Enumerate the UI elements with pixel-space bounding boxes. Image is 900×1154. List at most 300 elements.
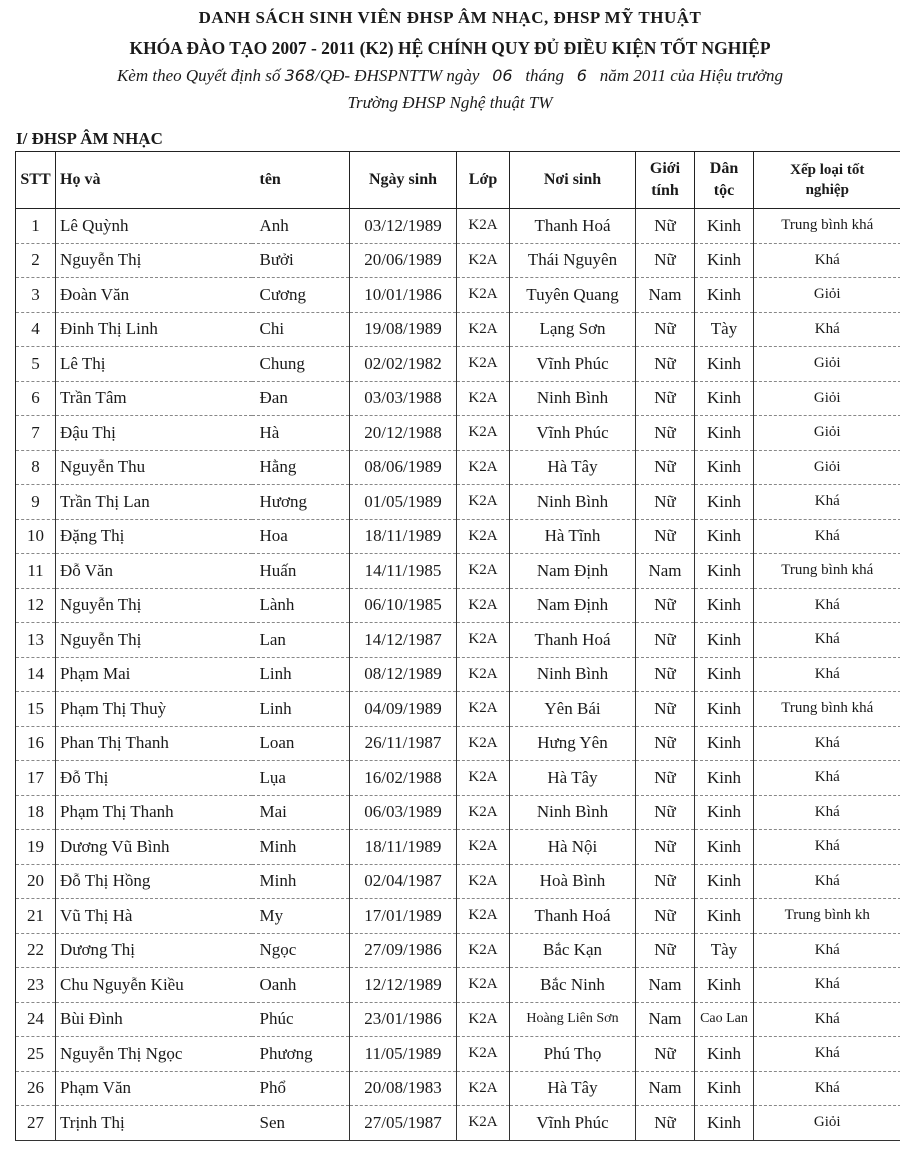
cell-xep-loai: Khá xyxy=(754,933,900,968)
table-row xyxy=(16,968,900,1003)
decision-number: 368 xyxy=(284,66,316,85)
cell-ho: Nguyễn Thị xyxy=(56,588,252,623)
cell-gioi-tinh: Nam xyxy=(636,1002,695,1037)
table-row xyxy=(16,1106,900,1141)
cell-dan-toc: Kinh xyxy=(695,554,754,589)
cell-lop: K2A xyxy=(457,416,510,451)
table-row xyxy=(16,347,900,382)
cell-dan-toc: Kinh xyxy=(695,416,754,451)
cell-ngay-sinh: 04/09/1989 xyxy=(350,692,457,727)
cell-ten: My xyxy=(252,899,350,934)
cell-gioi-tinh: Nữ xyxy=(636,864,695,899)
cell-dan-toc: Kinh xyxy=(695,657,754,692)
cell-ngay-sinh: 14/11/1985 xyxy=(350,554,457,589)
cell-lop: K2A xyxy=(457,968,510,1003)
cell-gioi-tinh: Nữ xyxy=(636,623,695,658)
header-lop: Lớp xyxy=(457,152,510,209)
cell-gioi-tinh: Nữ xyxy=(636,485,695,520)
cell-ngay-sinh: 14/12/1987 xyxy=(350,623,457,658)
cell-gioi-tinh: Nữ xyxy=(636,795,695,830)
student-table xyxy=(15,151,900,1141)
cell-lop: K2A xyxy=(457,830,510,865)
cell-gioi-tinh: Nữ xyxy=(636,1106,695,1141)
decision-reference xyxy=(0,66,900,86)
cell-dan-toc: Kinh xyxy=(695,485,754,520)
table-row xyxy=(16,312,900,347)
cell-dan-toc: Kinh xyxy=(695,588,754,623)
cell-lop: K2A xyxy=(457,1037,510,1072)
cell-xep-loai: Khá xyxy=(754,795,900,830)
header-xep-loai-line1: Xếp loại tốt xyxy=(790,161,865,178)
cell-ho: Trần Tâm xyxy=(56,381,252,416)
cell-ho: Đậu Thị xyxy=(56,416,252,451)
cell-ngay-sinh: 03/03/1988 xyxy=(350,381,457,416)
header-gioi-tinh xyxy=(636,152,695,209)
cell-gioi-tinh: Nam xyxy=(636,554,695,589)
cell-noi-sinh: Hà Tây xyxy=(510,450,636,485)
header-gioi-tinh-line1: Giới xyxy=(649,160,681,178)
cell-stt: 5 xyxy=(16,347,56,382)
cell-dan-toc: Kinh xyxy=(695,450,754,485)
cell-noi-sinh: Vĩnh Phúc xyxy=(510,347,636,382)
cell-ho: Nguyễn Thị xyxy=(56,243,252,278)
table-row xyxy=(16,381,900,416)
cell-dan-toc: Tày xyxy=(695,933,754,968)
cell-lop: K2A xyxy=(457,485,510,520)
cell-ten: Hương xyxy=(252,485,350,520)
cell-xep-loai: Khá xyxy=(754,485,900,520)
cell-dan-toc: Kinh xyxy=(695,899,754,934)
cell-gioi-tinh: Nữ xyxy=(636,209,695,244)
cell-lop: K2A xyxy=(457,795,510,830)
cell-ten: Minh xyxy=(252,864,350,899)
cell-ten: Đan xyxy=(252,381,350,416)
cell-xep-loai: Trung bình kh xyxy=(754,899,900,934)
cell-noi-sinh: Lạng Sơn xyxy=(510,312,636,347)
cell-ho: Đặng Thị xyxy=(56,519,252,554)
cell-xep-loai: Khá xyxy=(754,312,900,347)
cell-ngay-sinh: 18/11/1989 xyxy=(350,519,457,554)
cell-stt: 25 xyxy=(16,1037,56,1072)
cell-ho: Trần Thị Lan xyxy=(56,485,252,520)
cell-xep-loai: Khá xyxy=(754,968,900,1003)
cell-lop: K2A xyxy=(457,1071,510,1106)
cell-xep-loai: Trung bình khá xyxy=(754,209,900,244)
table-row xyxy=(16,795,900,830)
cell-gioi-tinh: Nam xyxy=(636,278,695,313)
cell-gioi-tinh: Nữ xyxy=(636,899,695,934)
cell-dan-toc: Kinh xyxy=(695,726,754,761)
cell-xep-loai: Khá xyxy=(754,726,900,761)
table-header-row xyxy=(16,152,900,209)
decision-text-c: tháng xyxy=(525,66,565,85)
cell-ten: Cương xyxy=(252,278,350,313)
table-row xyxy=(16,1037,900,1072)
cell-lop: K2A xyxy=(457,278,510,313)
table-row xyxy=(16,933,900,968)
cell-stt: 19 xyxy=(16,830,56,865)
cell-stt: 22 xyxy=(16,933,56,968)
cell-noi-sinh: Hoà Bình xyxy=(510,864,636,899)
table-row xyxy=(16,588,900,623)
table-row xyxy=(16,1071,900,1106)
cell-lop: K2A xyxy=(457,312,510,347)
table-row xyxy=(16,416,900,451)
cell-ho: Dương Thị xyxy=(56,933,252,968)
cell-xep-loai: Khá xyxy=(754,864,900,899)
table-row xyxy=(16,899,900,934)
cell-noi-sinh: Hà Tây xyxy=(510,761,636,796)
cell-gioi-tinh: Nữ xyxy=(636,726,695,761)
cell-noi-sinh: Vĩnh Phúc xyxy=(510,1106,636,1141)
cell-lop: K2A xyxy=(457,1106,510,1141)
cell-ten: Lụa xyxy=(252,761,350,796)
cell-lop: K2A xyxy=(457,623,510,658)
cell-ngay-sinh: 19/08/1989 xyxy=(350,312,457,347)
cell-noi-sinh: Thanh Hoá xyxy=(510,899,636,934)
cell-ho: Phạm Văn xyxy=(56,1071,252,1106)
cell-noi-sinh: Hà Tây xyxy=(510,1071,636,1106)
cell-ten: Phương xyxy=(252,1037,350,1072)
table-row xyxy=(16,450,900,485)
cell-noi-sinh: Vĩnh Phúc xyxy=(510,416,636,451)
cell-xep-loai: Khá xyxy=(754,657,900,692)
cell-ngay-sinh: 17/01/1989 xyxy=(350,899,457,934)
cell-ho: Nguyễn Thu xyxy=(56,450,252,485)
cell-ngay-sinh: 27/05/1987 xyxy=(350,1106,457,1141)
cell-ten: Mai xyxy=(252,795,350,830)
cell-stt: 15 xyxy=(16,692,56,727)
cell-ten: Loan xyxy=(252,726,350,761)
cell-ten: Hà xyxy=(252,416,350,451)
cell-dan-toc: Kinh xyxy=(695,795,754,830)
cell-xep-loai: Giỏi xyxy=(754,450,900,485)
cell-ten: Phổ xyxy=(252,1071,350,1106)
cell-gioi-tinh: Nam xyxy=(636,968,695,1003)
cell-noi-sinh: Hà Nội xyxy=(510,830,636,865)
cell-dan-toc: Kinh xyxy=(695,761,754,796)
cell-ho: Nguyễn Thị xyxy=(56,623,252,658)
table-row xyxy=(16,519,900,554)
table-row xyxy=(16,1002,900,1037)
cell-ho: Đinh Thị Linh xyxy=(56,312,252,347)
cell-noi-sinh: Tuyên Quang xyxy=(510,278,636,313)
cell-stt: 12 xyxy=(16,588,56,623)
cell-stt: 11 xyxy=(16,554,56,589)
cell-ho: Phan Thị Thanh xyxy=(56,726,252,761)
cell-noi-sinh: Hà Tĩnh xyxy=(510,519,636,554)
cell-noi-sinh: Ninh Bình xyxy=(510,657,636,692)
cell-gioi-tinh: Nữ xyxy=(636,588,695,623)
cell-stt: 8 xyxy=(16,450,56,485)
cell-ngay-sinh: 06/03/1989 xyxy=(350,795,457,830)
cell-ngay-sinh: 18/11/1989 xyxy=(350,830,457,865)
cell-lop: K2A xyxy=(457,209,510,244)
cell-dan-toc: Tày xyxy=(695,312,754,347)
decision-text-b: /QĐ- ĐHSPNTTW ngày xyxy=(315,66,480,85)
cell-gioi-tinh: Nữ xyxy=(636,347,695,382)
cell-xep-loai: Khá xyxy=(754,243,900,278)
cell-dan-toc: Kinh xyxy=(695,381,754,416)
school-name: Trường ĐHSP Nghệ thuật TW xyxy=(347,93,553,112)
cell-stt: 9 xyxy=(16,485,56,520)
table-row xyxy=(16,761,900,796)
table-body xyxy=(16,209,900,1141)
cell-stt: 1 xyxy=(16,209,56,244)
cell-dan-toc: Kinh xyxy=(695,1106,754,1141)
cell-ten: Hoa xyxy=(252,519,350,554)
cell-xep-loai: Khá xyxy=(754,761,900,796)
cell-xep-loai: Giỏi xyxy=(754,381,900,416)
cell-noi-sinh: Phú Thọ xyxy=(510,1037,636,1072)
cell-lop: K2A xyxy=(457,347,510,382)
cell-ho: Bùi Đình xyxy=(56,1002,252,1037)
cell-dan-toc: Kinh xyxy=(695,209,754,244)
table-row xyxy=(16,657,900,692)
decision-month: 6 xyxy=(576,66,587,85)
cell-dan-toc: Cao Lan xyxy=(695,1002,754,1037)
cell-noi-sinh: Thanh Hoá xyxy=(510,623,636,658)
cell-ngay-sinh: 01/05/1989 xyxy=(350,485,457,520)
table-row xyxy=(16,864,900,899)
cell-ngay-sinh: 11/05/1989 xyxy=(350,1037,457,1072)
table-row xyxy=(16,554,900,589)
cell-gioi-tinh: Nữ xyxy=(636,381,695,416)
cell-ngay-sinh: 20/08/1983 xyxy=(350,1071,457,1106)
document-subtitle: KHÓA ĐÀO TẠO 2007 - 2011 (K2) HỆ CHÍNH QUY ĐỦ ĐIỀU KIỆN TỐT NGHIỆP xyxy=(129,38,771,58)
cell-dan-toc: Kinh xyxy=(695,1037,754,1072)
cell-noi-sinh: Bắc Kạn xyxy=(510,933,636,968)
cell-ngay-sinh: 02/02/1982 xyxy=(350,347,457,382)
cell-ten: Huấn xyxy=(252,554,350,589)
header-stt: STT xyxy=(16,152,56,209)
cell-xep-loai: Giỏi xyxy=(754,347,900,382)
cell-ngay-sinh: 03/12/1989 xyxy=(350,209,457,244)
cell-lop: K2A xyxy=(457,899,510,934)
decision-text-a: Kèm theo Quyết định số xyxy=(116,66,281,85)
cell-dan-toc: Kinh xyxy=(695,347,754,382)
cell-xep-loai: Khá xyxy=(754,588,900,623)
cell-stt: 21 xyxy=(16,899,56,934)
cell-ngay-sinh: 12/12/1989 xyxy=(350,968,457,1003)
cell-ngay-sinh: 08/06/1989 xyxy=(350,450,457,485)
cell-stt: 18 xyxy=(16,795,56,830)
cell-ten: Anh xyxy=(252,209,350,244)
cell-dan-toc: Kinh xyxy=(695,830,754,865)
cell-ten: Ngọc xyxy=(252,933,350,968)
cell-noi-sinh: Hưng Yên xyxy=(510,726,636,761)
cell-stt: 13 xyxy=(16,623,56,658)
cell-lop: K2A xyxy=(457,450,510,485)
header-dan-toc-line2: tộc xyxy=(713,182,735,199)
cell-ngay-sinh: 02/04/1987 xyxy=(350,864,457,899)
cell-gioi-tinh: Nữ xyxy=(636,830,695,865)
cell-stt: 27 xyxy=(16,1106,56,1141)
decision-day: 06 xyxy=(492,66,513,85)
cell-noi-sinh: Ninh Bình xyxy=(510,381,636,416)
cell-ho: Phạm Mai xyxy=(56,657,252,692)
cell-gioi-tinh: Nữ xyxy=(636,243,695,278)
cell-lop: K2A xyxy=(457,1002,510,1037)
cell-ngay-sinh: 08/12/1989 xyxy=(350,657,457,692)
cell-gioi-tinh: Nữ xyxy=(636,761,695,796)
cell-ho: Chu Nguyễn Kiều xyxy=(56,968,252,1003)
table-row xyxy=(16,692,900,727)
cell-ho: Nguyễn Thị Ngọc xyxy=(56,1037,252,1072)
cell-lop: K2A xyxy=(457,933,510,968)
cell-ho: Phạm Thị Thanh xyxy=(56,795,252,830)
cell-ten: Bưởi xyxy=(252,243,350,278)
cell-gioi-tinh: Nữ xyxy=(636,312,695,347)
cell-ho: Vũ Thị Hà xyxy=(56,899,252,934)
cell-ten: Linh xyxy=(252,692,350,727)
cell-gioi-tinh: Nữ xyxy=(636,519,695,554)
cell-ho: Đỗ Thị xyxy=(56,761,252,796)
cell-ten: Minh xyxy=(252,830,350,865)
cell-lop: K2A xyxy=(457,519,510,554)
cell-stt: 3 xyxy=(16,278,56,313)
table-row xyxy=(16,485,900,520)
table-row xyxy=(16,209,900,244)
cell-gioi-tinh: Nữ xyxy=(636,657,695,692)
table-row xyxy=(16,830,900,865)
cell-dan-toc: Kinh xyxy=(695,968,754,1003)
cell-noi-sinh: Ninh Bình xyxy=(510,795,636,830)
cell-stt: 7 xyxy=(16,416,56,451)
cell-noi-sinh: Thái Nguyên xyxy=(510,243,636,278)
cell-xep-loai: Khá xyxy=(754,1071,900,1106)
cell-ngay-sinh: 26/11/1987 xyxy=(350,726,457,761)
header-gioi-tinh-line2: tính xyxy=(651,182,679,199)
decision-text-d: năm 2011 của Hiệu trưởng xyxy=(599,66,784,85)
cell-xep-loai: Giỏi xyxy=(754,1106,900,1141)
section-title: I/ ĐHSP ÂM NHẠC xyxy=(16,129,163,148)
table-row xyxy=(16,278,900,313)
cell-dan-toc: Kinh xyxy=(695,243,754,278)
cell-ho: Phạm Thị Thuỳ xyxy=(56,692,252,727)
cell-ten: Phúc xyxy=(252,1002,350,1037)
cell-dan-toc: Kinh xyxy=(695,623,754,658)
cell-stt: 17 xyxy=(16,761,56,796)
header-dan-toc xyxy=(695,152,754,209)
cell-stt: 14 xyxy=(16,657,56,692)
table-row xyxy=(16,726,900,761)
cell-ho: Lê Quỳnh xyxy=(56,209,252,244)
cell-lop: K2A xyxy=(457,588,510,623)
header-ngay-sinh: Ngày sinh xyxy=(350,152,457,209)
cell-gioi-tinh: Nữ xyxy=(636,692,695,727)
cell-gioi-tinh: Nữ xyxy=(636,450,695,485)
cell-xep-loai: Trung bình khá xyxy=(754,692,900,727)
cell-ten: Oanh xyxy=(252,968,350,1003)
cell-xep-loai: Giỏi xyxy=(754,278,900,313)
cell-ten: Hằng xyxy=(252,450,350,485)
header-xep-loai xyxy=(754,152,900,209)
cell-ngay-sinh: 20/12/1988 xyxy=(350,416,457,451)
cell-lop: K2A xyxy=(457,761,510,796)
cell-stt: 23 xyxy=(16,968,56,1003)
cell-ho: Dương Vũ Bình xyxy=(56,830,252,865)
header-dan-toc-line1: Dân xyxy=(709,160,739,178)
cell-xep-loai: Khá xyxy=(754,1037,900,1072)
cell-gioi-tinh: Nữ xyxy=(636,933,695,968)
cell-stt: 6 xyxy=(16,381,56,416)
cell-lop: K2A xyxy=(457,726,510,761)
cell-xep-loai: Khá xyxy=(754,519,900,554)
cell-ten: Lan xyxy=(252,623,350,658)
cell-stt: 20 xyxy=(16,864,56,899)
cell-stt: 4 xyxy=(16,312,56,347)
cell-ten: Linh xyxy=(252,657,350,692)
cell-ten: Chung xyxy=(252,347,350,382)
cell-noi-sinh: Yên Bái xyxy=(510,692,636,727)
cell-lop: K2A xyxy=(457,864,510,899)
cell-gioi-tinh: Nam xyxy=(636,1071,695,1106)
table-row xyxy=(16,243,900,278)
cell-noi-sinh: Nam Định xyxy=(510,554,636,589)
cell-ho: Lê Thị xyxy=(56,347,252,382)
header-xep-loai-line2: nghiệp xyxy=(805,182,849,198)
cell-dan-toc: Kinh xyxy=(695,278,754,313)
cell-dan-toc: Kinh xyxy=(695,692,754,727)
cell-lop: K2A xyxy=(457,381,510,416)
cell-dan-toc: Kinh xyxy=(695,1071,754,1106)
cell-ten: Lành xyxy=(252,588,350,623)
cell-ngay-sinh: 16/02/1988 xyxy=(350,761,457,796)
cell-xep-loai: Trung bình khá xyxy=(754,554,900,589)
cell-ngay-sinh: 23/01/1986 xyxy=(350,1002,457,1037)
cell-gioi-tinh: Nữ xyxy=(636,416,695,451)
cell-ho: Đỗ Thị Hồng xyxy=(56,864,252,899)
cell-ngay-sinh: 20/06/1989 xyxy=(350,243,457,278)
cell-ten: Sen xyxy=(252,1106,350,1141)
cell-xep-loai: Khá xyxy=(754,623,900,658)
table-row xyxy=(16,623,900,658)
cell-ten: Chi xyxy=(252,312,350,347)
cell-ho: Đỗ Văn xyxy=(56,554,252,589)
cell-dan-toc: Kinh xyxy=(695,864,754,899)
cell-lop: K2A xyxy=(457,554,510,589)
cell-noi-sinh: Nam Định xyxy=(510,588,636,623)
cell-ngay-sinh: 06/10/1985 xyxy=(350,588,457,623)
header-ho: Họ và xyxy=(56,152,252,209)
cell-lop: K2A xyxy=(457,243,510,278)
cell-stt: 2 xyxy=(16,243,56,278)
cell-ngay-sinh: 27/09/1986 xyxy=(350,933,457,968)
cell-lop: K2A xyxy=(457,692,510,727)
cell-noi-sinh: Ninh Bình xyxy=(510,485,636,520)
cell-xep-loai: Khá xyxy=(754,830,900,865)
cell-stt: 10 xyxy=(16,519,56,554)
cell-noi-sinh: Thanh Hoá xyxy=(510,209,636,244)
cell-stt: 26 xyxy=(16,1071,56,1106)
cell-xep-loai: Giỏi xyxy=(754,416,900,451)
cell-lop: K2A xyxy=(457,657,510,692)
cell-ho: Đoàn Văn xyxy=(56,278,252,313)
cell-noi-sinh: Bắc Ninh xyxy=(510,968,636,1003)
cell-ngay-sinh: 10/01/1986 xyxy=(350,278,457,313)
header-ten: tên xyxy=(252,152,350,209)
cell-ho: Trịnh Thị xyxy=(56,1106,252,1141)
cell-dan-toc: Kinh xyxy=(695,519,754,554)
cell-xep-loai: Khá xyxy=(754,1002,900,1037)
cell-gioi-tinh: Nữ xyxy=(636,1037,695,1072)
document-title: DANH SÁCH SINH VIÊN ĐHSP ÂM NHẠC, ĐHSP MỸ THUẬT xyxy=(198,8,702,27)
cell-noi-sinh: Hoàng Liên Sơn xyxy=(510,1002,636,1037)
cell-stt: 24 xyxy=(16,1002,56,1037)
header-noi-sinh: Nơi sinh xyxy=(510,152,636,209)
cell-stt: 16 xyxy=(16,726,56,761)
